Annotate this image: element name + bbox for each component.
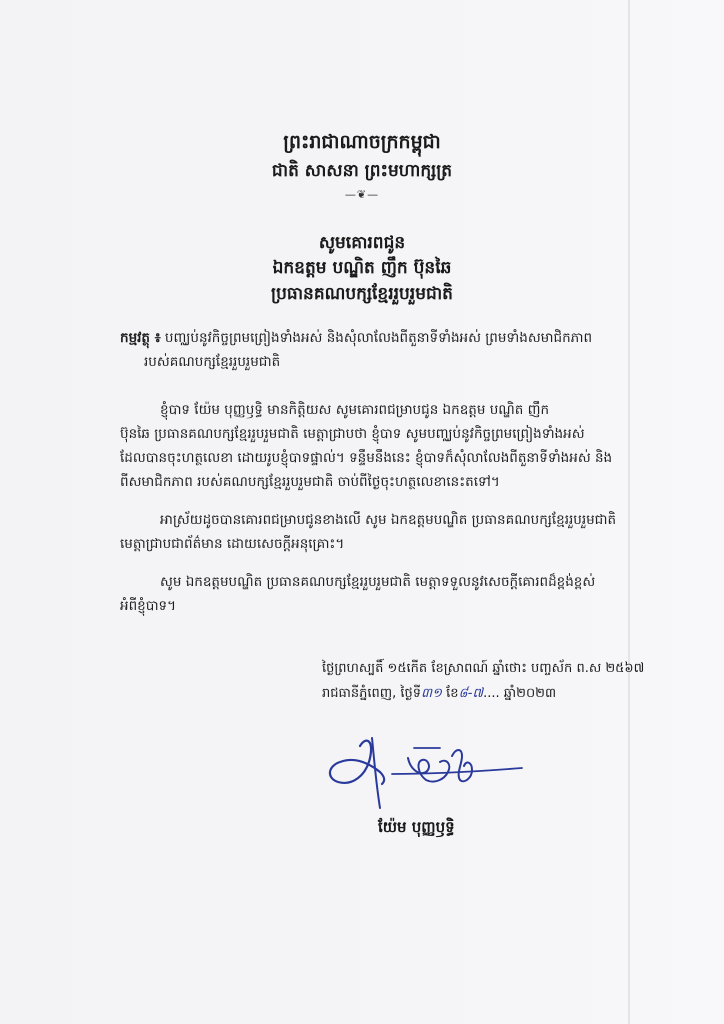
date-month-handwritten: ៨-៧ [458,686,484,701]
body-paragraph-1 [120,398,622,494]
subject-label: កម្មវត្ថុ ៖ [120,330,161,346]
kingdom-title: ព្រះរាជាណាចក្រកម្ពុជា [283,131,441,153]
subject-block [120,326,620,374]
paragraph-1-line: ខ្ញុំបាទ យ៉ែម បុញ្ញឫទ្ធិ មានកិត្តិយស សូមគោរពជម្រាបជូន ឯកឧត្តម បណ្ឌិត ញឹក [160,402,550,418]
date-year: .... ឆ្នាំ២០២៣ [483,686,557,701]
body-paragraph-2 [120,508,622,556]
recipient-title: ប្រធានគណបក្សខ្មែររួបរួមជាតិ [271,284,453,304]
lunar-date: ថ្ងៃព្រហស្បតិ៍ ១៥កើត ខែស្រាពណ៍ ឆ្នាំថោះ បញ្ចស័ក ព.ស ២៥៦៧ [322,661,645,676]
paragraph-3-line: អំពីខ្ញុំបាទ។ [120,598,177,614]
paragraph-2-line: អាស្រ័យដូចបានគោរពជម្រាបជូនខាងលើ សូម ឯកឧត្តមបណ្ឌិត ប្រធានគណបក្សខ្មែររួបរួមជាតិ [160,512,617,528]
solar-date [322,685,556,704]
date-month-prefix: ខែ [442,686,459,701]
subject-line-2: របស់គណបក្សខ្មែររួបរួមជាតិ [144,354,281,370]
recipient-name: ឯកឧត្តម បណ្ឌិត ញឹក ប៊ុនឆៃ [272,258,452,278]
recipient-salutation: សូមគោរពជូន [318,233,406,253]
date-day-handwritten: ៣១ [421,686,442,701]
paragraph-1-line: ពីសមាជិកភាព របស់គណបក្សខ្មែររួបរួមជាតិ ចាប់ពីថ្ងៃចុះហត្ថលេខានេះតទៅ។ [120,474,500,490]
national-motto: ជាតិ សាសនា ព្រះមហាក្សត្រ [271,161,453,181]
paragraph-1-line: ដែលបានចុះហត្ថលេខា ដោយរូបខ្ញុំបាទផ្ទាល់។ ទន្ទឹមនឹងនេះ ខ្ញុំបាទក៏សុំលាលែងពីតួនាទីទាំងអស់ និង [120,450,613,466]
date-place-prefix: រាជធានីភ្នំពេញ, ថ្ងៃទី [322,686,422,701]
body-paragraph-3 [120,570,622,618]
paragraph-1-line: ប៊ុនឆៃ ប្រធានគណបក្សខ្មែររួបរួមជាតិ មេត្តាជ្រាបថា ខ្ញុំបាទ សូមបញ្ឈប់នូវកិច្ចព្រមព្រៀងទាំងអស់ [120,426,585,442]
signer-name: យ៉ែម បុញ្ញឫទ្ធិ [378,818,455,836]
paragraph-3-line: សូម ឯកឧត្តមបណ្ឌិត ប្រធានគណបក្សខ្មែររួបរួមជាតិ មេត្តាទទួលនូវសេចក្តីគោរពដ៏ខ្ពង់ខ្ពស់ [160,574,596,590]
signature-image [322,728,532,823]
header-ornament: —❦— [344,188,380,201]
subject-line-1: បញ្ឈប់នូវកិច្ចព្រមព្រៀងទាំងអស់ និងសុំលាលែងពីតួនាទីទាំងអស់ ព្រមទាំងសមាជិកភាព [160,330,593,346]
paragraph-2-line: មេត្តាជ្រាបជាព័ត៌មាន ដោយសេចក្តីអនុគ្រោះ។ [120,536,345,552]
